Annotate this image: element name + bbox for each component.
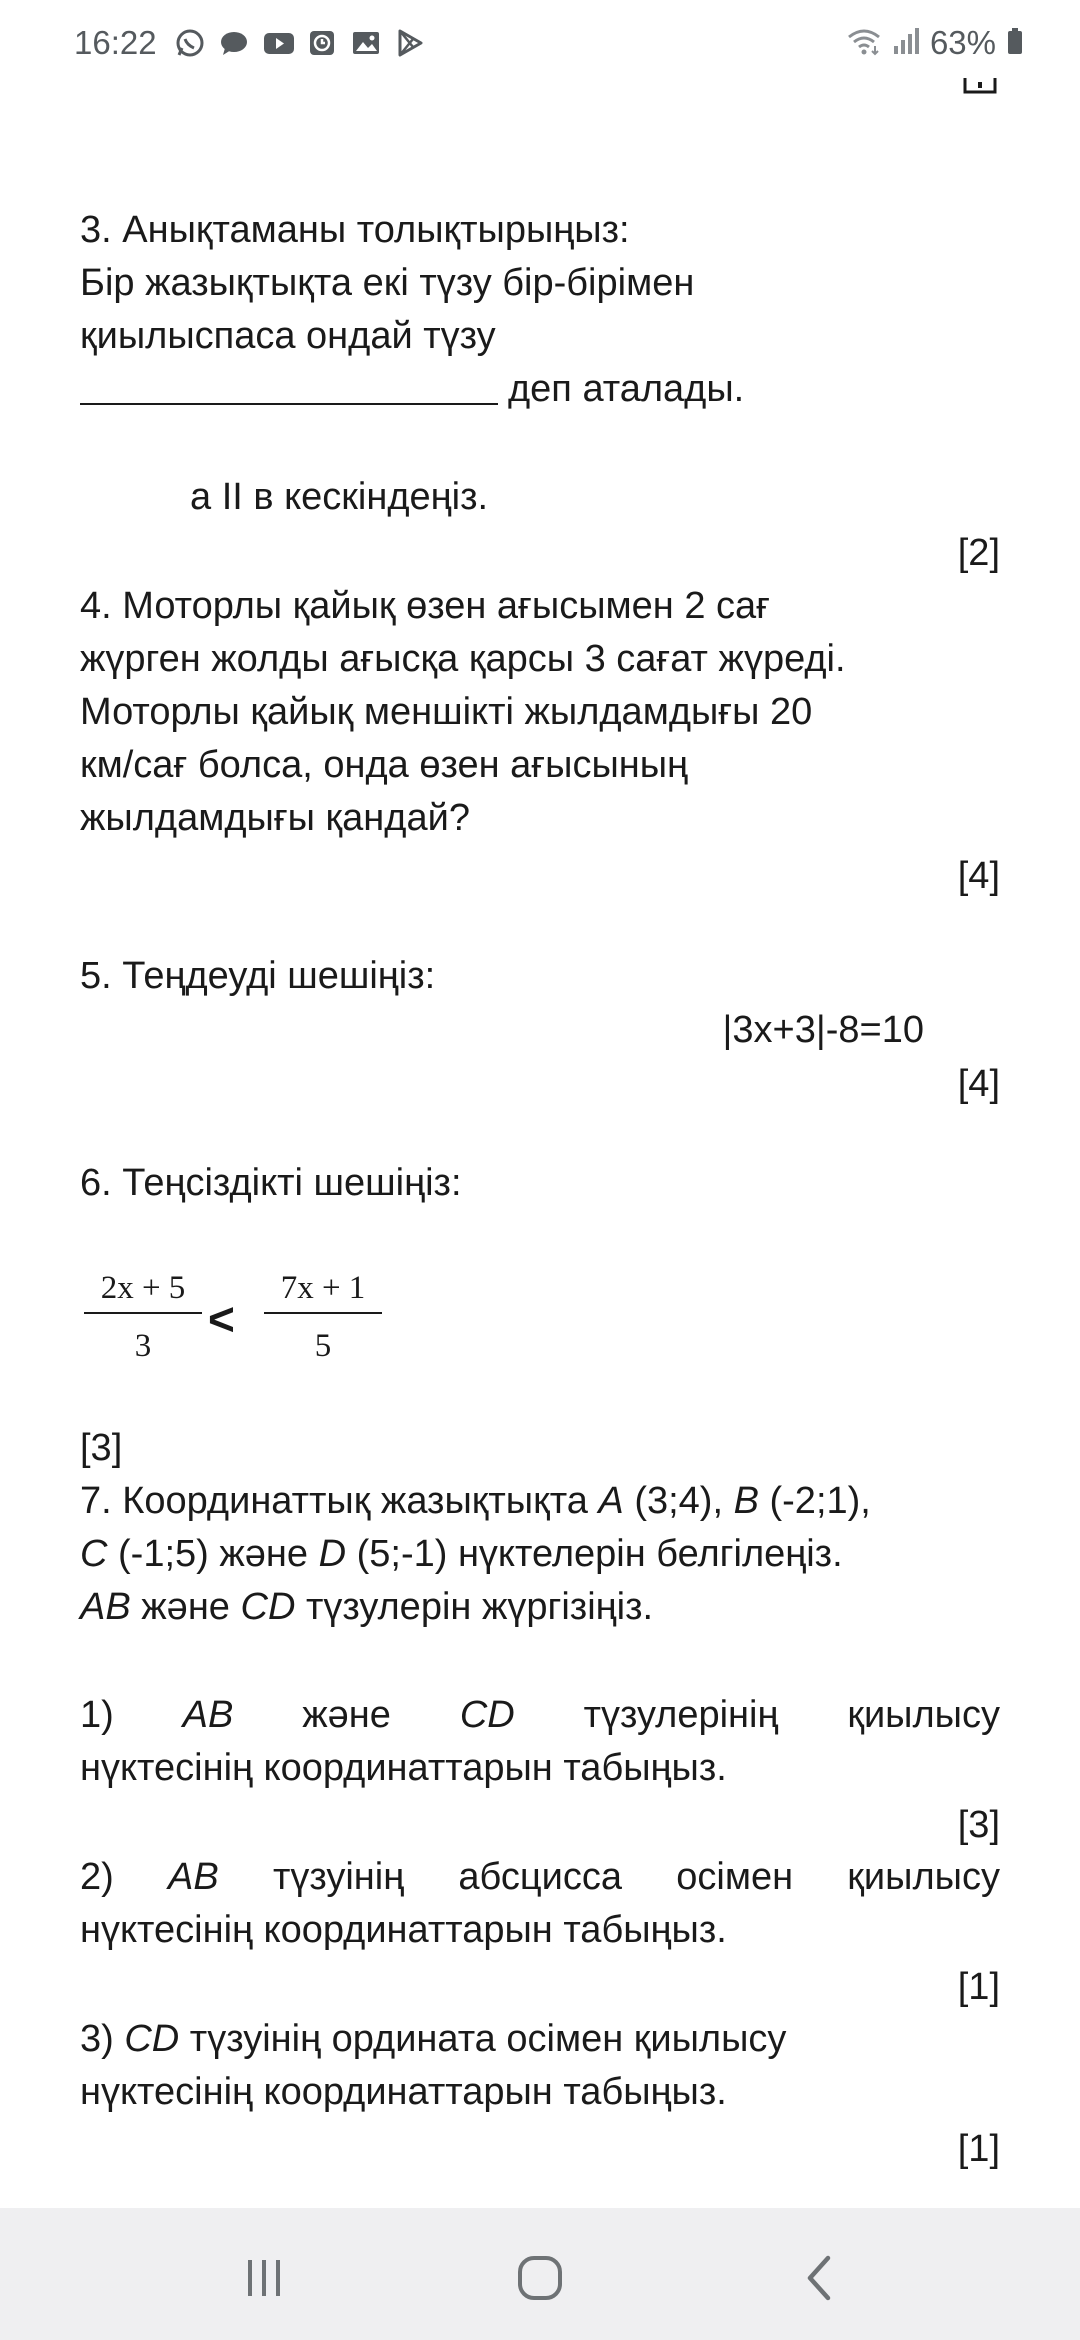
q7-text: түзулерінің: [583, 1694, 779, 1736]
q7-sub3-line2: нүктесінің координаттарын табыңыз.: [80, 2071, 727, 2113]
q3-line3-suffix: деп аталады.: [508, 368, 745, 410]
q3-line4: а II в кескіндеңіз.: [190, 476, 489, 518]
q5-equation: |3x+3|-8=10: [722, 1009, 924, 1051]
q7-text: қиылысу: [847, 1856, 1000, 1898]
q3-score: [2]: [957, 532, 1000, 574]
whatsapp-icon: [175, 28, 205, 58]
q7-line3: [80, 1581, 1000, 1634]
q5-heading: 5. Теңдеуді шешіңіз:: [80, 955, 436, 997]
point-label: D: [318, 1533, 347, 1575]
q3-heading: 3. Анықтаманы толықтырыңыз:: [80, 209, 630, 251]
right-numerator: 7x + 1: [280, 1270, 366, 1306]
q7-text: 7. Координаттық жазықтықта: [80, 1480, 599, 1522]
system-status: [846, 24, 1024, 62]
point-label: C: [80, 1533, 108, 1575]
q7-text: абсцисса: [458, 1856, 623, 1898]
q7-sub1-line2: нүктесінің координаттарын табыңыз.: [80, 1747, 727, 1789]
youtube-icon: [263, 28, 293, 58]
back-icon[interactable]: [790, 2248, 850, 2308]
q3-line3: [80, 363, 1000, 416]
line-label: CD: [459, 1694, 515, 1736]
play-store-icon: [395, 28, 425, 58]
status-bar: [0, 0, 1080, 86]
q7-sub2-line2: нүктесінің координаттарын табыңыз.: [80, 1909, 727, 1951]
q7-line1: [80, 1475, 1000, 1528]
line-label: AB: [168, 1856, 219, 1898]
q4-score: [4]: [957, 855, 1000, 897]
navigation-bar: [0, 2208, 1080, 2340]
q4-line2: жүрген жолды ағысқа қарсы 3 сағат жүреді.: [80, 638, 846, 680]
q7-text: түзуінің ордината осімен қиылысу: [179, 2018, 787, 2060]
q7-text: түзулерін жүргізіңіз.: [295, 1586, 654, 1628]
q7-text: және: [130, 1586, 241, 1628]
message-icon: [219, 28, 249, 58]
q7-text: түзуінің: [272, 1856, 405, 1898]
q7-line2: [80, 1528, 1000, 1581]
q7-text: қиылысу: [847, 1694, 1000, 1736]
wifi-icon: [846, 26, 882, 61]
q7-sub3-score: [1]: [957, 2128, 1000, 2170]
sub-number: 1): [80, 1694, 114, 1736]
status-time: 16:22: [74, 24, 157, 61]
q3-line2: қиылыспаса ондай түзу: [80, 315, 496, 357]
q4-line4: км/сағ болса, онда өзен ағысының: [80, 744, 689, 786]
q4-line5: жылдамдығы қандай?: [80, 797, 470, 839]
line-label: CD: [124, 2018, 180, 2060]
q4-line3: Моторлы қайық меншікті жылдамдығы 20: [80, 691, 813, 733]
q7-sub2-line1: [80, 1851, 1000, 1904]
q5-score: [4]: [957, 1063, 1000, 1105]
sub-number: 3): [80, 2018, 125, 2060]
battery-icon: [1006, 26, 1024, 61]
q7-text: (3;4),: [623, 1480, 734, 1522]
signal-icon: [892, 26, 920, 61]
fraction-bar: [264, 1312, 382, 1314]
q7-text: (-2;1),: [758, 1480, 871, 1522]
gallery-icon: [351, 28, 381, 58]
q6-score: [3]: [80, 1427, 123, 1469]
battery-percent: 63%: [929, 24, 996, 61]
q3-line1: Бір жазықтықта екі түзу бір-бірімен: [80, 262, 695, 304]
q7-sub3-line1: [80, 2013, 1000, 2066]
point-label: A: [598, 1480, 624, 1522]
q7-sub1-score: [3]: [957, 1804, 1000, 1846]
q7-text: осімен: [676, 1856, 794, 1898]
q7-text: (-1;5) және: [107, 1533, 319, 1575]
document-page[interactable]: [0, 86, 1080, 2208]
right-denominator: 5: [314, 1328, 332, 1364]
recent-apps-icon[interactable]: [234, 2248, 294, 2308]
point-label: B: [733, 1480, 759, 1522]
answer-blank: [80, 367, 498, 405]
left-numerator: 2x + 5: [100, 1270, 186, 1306]
clock-app-icon: [307, 28, 337, 58]
q6-heading: 6. Теңсіздікті шешіңіз:: [80, 1162, 462, 1204]
notification-icons: [175, 26, 425, 60]
fraction-bar: [84, 1312, 202, 1314]
less-than-sign: <: [208, 1293, 235, 1345]
line-label: AB: [182, 1694, 234, 1736]
line-label: CD: [240, 1586, 296, 1628]
left-denominator: 3: [134, 1328, 152, 1364]
q7-text: және: [302, 1694, 391, 1736]
home-icon[interactable]: [510, 2248, 570, 2308]
q4-line1: 4. Моторлы қайық өзен ағысымен 2 сағ: [80, 585, 771, 627]
q7-sub2-score: [1]: [957, 1966, 1000, 2008]
q7-text: (5;-1) нүктелерін белгілеңіз.: [346, 1533, 843, 1575]
sub-number: 2): [80, 1856, 114, 1898]
line-label: AB: [80, 1586, 131, 1628]
q7-sub1-line1: [80, 1689, 1000, 1742]
